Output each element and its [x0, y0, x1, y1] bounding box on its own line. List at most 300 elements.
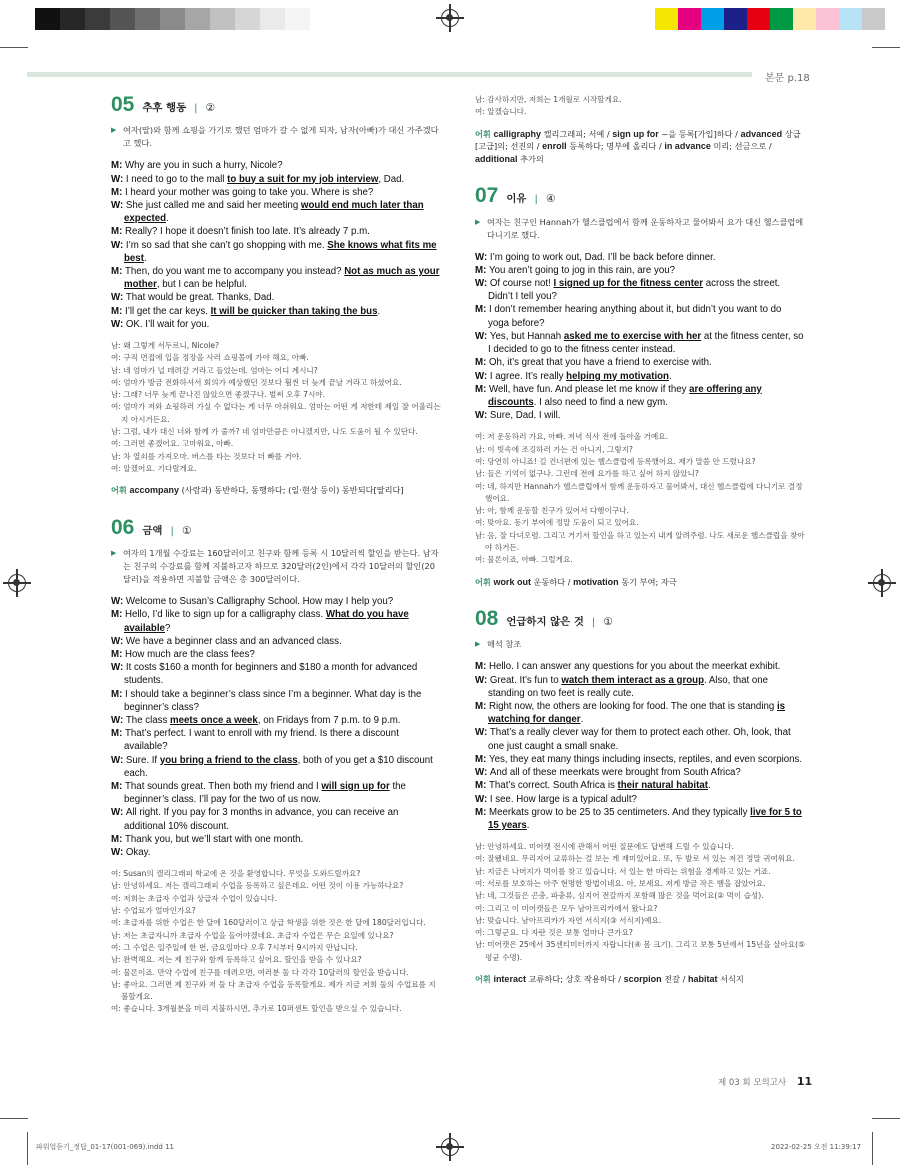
translation-line: 여: 알겠습니다.	[475, 107, 527, 117]
vocab-meaning: 추가의	[517, 153, 544, 164]
speaker-label: W:	[475, 727, 490, 739]
translation-line: 남: 왜 그렇게 서두르니, Nicole?	[111, 340, 220, 350]
vocab-word: calligraphy	[493, 128, 541, 139]
vocab-meaning: 상급[고급]의; 선진의 /	[475, 128, 801, 152]
dialogue-text: I don’t remember hearing anything about it, but didn’t you want to do yoga before?	[488, 304, 782, 329]
dialogue-text: I should take a beginner’s class since I’m a beginner. What day is the beginner’s class?	[124, 688, 422, 713]
speaker-label: M:	[475, 304, 489, 316]
speaker-label: M:	[475, 701, 489, 713]
translation-line: 여: 그 수업은 일주일에 한 번, 금요일마다 오후 7시부터 9시까지 만납니다.	[111, 942, 358, 952]
speaker-label: M:	[111, 728, 125, 740]
translation-line: 남: 맞습니다. 남아프리카가 자연 서식지(③ 서식지)예요.	[475, 915, 662, 925]
dialogue-text: I’ll get the car keys.	[125, 305, 211, 317]
dialogue-text: Well, have fun. And please let me know if they	[489, 383, 690, 395]
dialogue-text: That’s a really clever way for them to protect each other. Oh, look, that one just caught a small snake.	[488, 727, 791, 752]
answer-mark: ①	[603, 616, 613, 629]
heading-separator: |	[534, 194, 538, 206]
dialogue-line	[111, 661, 441, 687]
translation-line: 남: 좋아요. 그러면 제 친구와 저 둘 다 초급자 수업을 등록할게요. 제가 지금 저희 둘의 수업료를 지불할게요.	[111, 979, 436, 1002]
speaker-label: M:	[475, 780, 489, 792]
dialogue-line	[111, 727, 441, 753]
dialogue-line	[111, 305, 441, 318]
vocabulary-label: 어휘	[475, 128, 491, 139]
key-phrase: helping my motivation	[566, 370, 669, 382]
question-type: 추후 행동	[142, 102, 187, 114]
translation-line: 여: 구직 면접에 입을 정장을 사러 쇼핑몰에 가야 해요, 아빠.	[111, 353, 309, 363]
dialogue-text: Oh, it’s great that you have a friend to exercise with.	[489, 357, 712, 369]
key-phrase: I signed up for the fitness center	[553, 278, 704, 290]
dialogue-text: Then, do you want me to accompany you instead?	[125, 265, 345, 277]
vocab-word: motivation	[573, 576, 619, 587]
speaker-label: W:	[111, 292, 126, 304]
dialogue-text: .	[668, 370, 672, 382]
vocab-word: enroll	[542, 141, 567, 152]
translation-line: 여: 그리고 이 미어캣들은 모두 남아프리카에서 왔나요?	[475, 903, 658, 913]
registration-mark-left	[8, 574, 26, 592]
dialogue-text: Right now, the others are looking for food. The one that is standing	[489, 701, 777, 713]
vocab-word: work out	[493, 576, 531, 587]
translation-line: 여: 저 운동하러 가요, 아빠. 저녁 식사 전에 돌아올 거예요.	[475, 432, 668, 442]
english-dialogue	[475, 660, 805, 832]
translation-line: 남: 저는 초급자니까 초급자 수업을 들어야겠네요. 초급자 수업은 무슨 요일에 있나요?	[111, 930, 394, 940]
speaker-label: M:	[475, 357, 489, 369]
translation-line: 남: 네 엄마가 널 데려갈 거라고 들었는데. 엄마는 어디 계시니?	[111, 365, 318, 375]
translation-line: 여: 초급자를 위한 수업은 한 달에 160달러이고 상급 학생을 위한 것은 한 달에 180달러입니다.	[111, 918, 426, 928]
color-swatch	[770, 8, 793, 30]
vocab-word: habitat	[687, 974, 718, 985]
color-swatch	[862, 8, 885, 30]
dialogue-line	[111, 239, 441, 265]
dialogue-text: at the fitness center, so I decided to go to the fitness center instead.	[488, 330, 804, 356]
key-phrase: their natural habitat	[617, 780, 708, 792]
dialogue-text: , Dad.	[378, 173, 405, 185]
dialogue-text: Hello, I’d like to sign up for a calligraphy class.	[125, 609, 326, 621]
key-phrase: asked me to exercise with her	[563, 330, 702, 342]
explanation-note: ▶ 해석 참조	[475, 638, 805, 651]
dialogue-line	[475, 779, 805, 792]
color-calibration-bar	[655, 8, 885, 30]
dialogue-text: Thank you, but we’ll start with one month.	[125, 833, 304, 845]
dialogue-line	[475, 370, 805, 383]
dialogue-text: Meerkats grow to be 25 to 35 centimeters. And they typically	[489, 806, 751, 818]
print-date-info: 2022-02-25 오전 11:39:17	[771, 1143, 862, 1151]
color-swatch	[839, 8, 862, 30]
color-swatch	[724, 8, 747, 30]
key-phrase: will sign up for	[321, 780, 390, 792]
explanation-note: ▶ 여자의 1개월 수강료는 160달러이고 친구와 함께 등록 시 10달러씩 할인을 받는다. 남자는 친구의 수강료를 함께 지불하고자 하므로 320달러(2인)에서 각각 10달러의 할인(20달러)을 적용하면 지불할 금액은 총 300달러이다.	[111, 547, 441, 586]
dialogue-text: That sounds great. Then both my friend and I	[125, 780, 322, 792]
korean-translation	[475, 431, 805, 566]
dialogue-line	[475, 700, 805, 726]
key-phrase: What do you have available	[124, 609, 409, 634]
translation-line: 여: 맞아요. 동기 부여에 정말 도움이 되고 있어요.	[475, 518, 639, 528]
speaker-label: W:	[111, 846, 126, 858]
vocab-word: scorpion	[623, 974, 662, 985]
speaker-label: W:	[111, 239, 126, 251]
dialogue-text: Welcome to Susan’s Calligraphy School. How may I help you?	[125, 596, 394, 608]
speaker-label: M:	[475, 806, 489, 818]
dialogue-line	[475, 674, 805, 700]
color-swatch	[260, 8, 285, 30]
grayscale-calibration-bar	[35, 8, 310, 30]
key-phrase: It will be quicker than taking the bus	[210, 305, 378, 317]
translation-line: 남: 안녕하세요. 미어캣 전시에 관해서 어떤 질문에도 답변해 드릴 수 있습니다.	[475, 842, 734, 852]
vocabulary-label: 어휘	[475, 974, 491, 985]
translation-line: 남: 완벽해요. 저는 제 친구와 함께 등록하고 싶어요. 할인을 받을 수 있나요?	[111, 955, 362, 965]
dialogue-text: .	[580, 714, 584, 726]
speaker-label: M:	[111, 226, 125, 238]
vocab-meaning: 동기 부여; 자극	[618, 576, 677, 587]
color-swatch	[655, 8, 678, 30]
dialogue-text: Sure. If	[125, 754, 160, 766]
crop-mark	[872, 47, 900, 48]
dialogue-text: Really? I hope it doesn’t finish too late. It’s already 7 p.m.	[125, 226, 370, 238]
right-column	[475, 94, 805, 1010]
color-swatch	[793, 8, 816, 30]
question-number: 08	[475, 607, 499, 631]
vocab-word: sign up for	[612, 128, 659, 139]
dialogue-text: Why are you in such a hurry, Nicole?	[125, 160, 283, 172]
speaker-label: M:	[475, 383, 489, 395]
answer-mark: ②	[205, 102, 216, 114]
translation-line: 여: 물론이죠, 아빠. 그럴게요.	[475, 555, 573, 565]
dialogue-line	[111, 833, 441, 846]
section-08	[475, 607, 805, 986]
registration-mark-bottom	[441, 1138, 459, 1156]
question-type: 금액	[142, 524, 163, 537]
speaker-label: W:	[475, 674, 490, 686]
speaker-label: W:	[475, 330, 490, 342]
page-reference: 본문 p.18	[765, 73, 810, 84]
vocab-meaning: 운동하다 /	[530, 576, 574, 587]
key-phrase: watch them interact as a group	[561, 674, 704, 686]
dialogue-line	[111, 714, 441, 727]
english-dialogue	[111, 595, 441, 859]
dialogue-line	[475, 660, 805, 673]
vocabulary-label: 어휘	[111, 485, 127, 496]
key-phrase: are offering any discounts	[488, 383, 762, 408]
dialogue-line	[475, 251, 805, 264]
korean-translation	[475, 841, 805, 964]
crop-mark	[0, 47, 28, 48]
dialogue-text: .	[377, 305, 381, 317]
speaker-label: W:	[111, 662, 126, 674]
dialogue-line	[475, 753, 805, 766]
speaker-label: M:	[111, 648, 125, 660]
answer-mark: ①	[181, 524, 192, 537]
vocabulary-box	[475, 973, 805, 986]
dialogue-line	[475, 409, 805, 422]
dialogue-text: You aren’t going to jog in this rain, are you?	[489, 264, 675, 276]
dialogue-text: , both of you get a $10 discount each.	[124, 754, 433, 779]
dialogue-line	[111, 635, 441, 648]
dialogue-line	[111, 173, 441, 186]
speaker-label: M:	[111, 833, 125, 845]
vocab-meaning: 미리; 선금으로 /	[710, 141, 772, 152]
dialogue-text: Okay.	[125, 846, 151, 858]
dialogue-text: Yes, they eat many things including insects, reptiles, and even scorpions.	[489, 753, 803, 765]
question-number: 05	[111, 93, 135, 116]
translation-line: 여: 물론이죠. 만약 수업에 친구를 데려오면, 여러분 둘 다 각각 10달러의 할인을 받습니다.	[111, 967, 409, 977]
translation-line: 남: 차 열쇠를 가져오마. 버스를 타는 것보다 더 빠를 거야.	[111, 451, 302, 461]
translation-line: 여: 엄마가 방금 전화하셔서 회의가 예상했던 것보다 훨씬 더 늦게 끝날 거라고 하셨어요.	[111, 377, 402, 387]
key-phrase: live for 5 to 15 years	[488, 806, 802, 831]
dialogue-line	[111, 159, 441, 172]
dialogue-text: . Also, that one standing on two feet is really cute.	[488, 674, 769, 699]
vocab-meaning: (사람과) 동반하다, 동행하다; (일·현상 등이) 동반되다[딸리다]	[178, 485, 404, 496]
translation-line: 남: 아, 함께 운동할 친구가 있어서 다행이구나.	[475, 506, 629, 516]
english-dialogue	[111, 159, 441, 331]
speaker-label: M:	[475, 264, 489, 276]
translation-line: 여: 그렇군요. 다 자란 것은 보통 얼마나 큰가요?	[475, 928, 633, 938]
translation-line: 남: 안녕하세요. 저는 캘리그래피 수업을 등록하고 싶은데요. 어떤 것이 이용 가능하나요?	[111, 881, 404, 891]
key-phrase: meets once a week	[170, 714, 258, 726]
dialogue-line	[111, 318, 441, 331]
speaker-label: M:	[111, 186, 125, 198]
translation-line: 남: 수업료가 얼마인가요?	[111, 906, 196, 916]
dialogue-text: She just called me and said her meeting	[125, 199, 301, 211]
page-number: 11	[796, 1075, 813, 1088]
question-type: 언급하지 않은 것	[506, 616, 584, 629]
vocabulary-label: 어휘	[475, 576, 491, 587]
explanation-note: ▶ 여자(딸)와 함께 쇼핑을 가기로 했던 엄마가 갈 수 없게 되자, 남자(아빠)가 대신 가주겠다고 했다.	[111, 124, 441, 150]
dialogue-line	[475, 277, 805, 303]
translation-line: 남: 그럼, 내가 대신 너와 함께 가 줄까? 네 엄마만큼은 아니겠지만, 나도 도움이 될 수 있단다.	[111, 427, 418, 437]
korean-translation	[111, 868, 441, 1016]
dialogue-text: Of course not!	[489, 278, 554, 290]
speaker-label: W:	[475, 278, 490, 290]
vocabulary-box	[475, 128, 805, 166]
translation-line: 여: 그러면 좋겠어요. 고마워요, 아빠.	[111, 439, 234, 449]
color-swatch	[135, 8, 160, 30]
crop-mark	[27, 1132, 28, 1165]
vocabulary-box	[111, 484, 441, 497]
section-07	[475, 184, 805, 588]
section-heading	[475, 184, 805, 208]
dialogue-line	[475, 806, 805, 832]
dialogue-line	[111, 846, 441, 859]
crop-mark	[872, 1118, 900, 1119]
dialogue-line	[111, 186, 441, 199]
dialogue-text: across the street. Didn’t I tell you?	[488, 278, 781, 303]
registration-mark-right	[873, 574, 891, 592]
vocab-meaning: 전갈 /	[661, 974, 688, 985]
dialogue-text: The class	[125, 714, 171, 726]
dialogue-line	[111, 265, 441, 291]
color-swatch	[185, 8, 210, 30]
english-dialogue	[475, 251, 805, 423]
vocab-word: additional	[475, 153, 518, 164]
dialogue-line	[475, 793, 805, 806]
dialogue-line	[111, 648, 441, 661]
vocab-meaning: 등록하다; 명부에 올리다 /	[566, 141, 665, 152]
color-swatch	[285, 8, 310, 30]
translation-line: 여: Susan의 캘리그래피 학교에 온 것을 환영합니다. 무엇을 도와드릴까요?	[111, 869, 361, 879]
heading-separator: |	[170, 525, 174, 537]
dialogue-text: Hello. I can answer any questions for you about the meerkat exhibit.	[489, 661, 781, 673]
vocabulary-text	[475, 129, 801, 164]
registration-mark-top	[441, 9, 459, 27]
section-05	[111, 93, 441, 497]
translation-line: 남: 그래? 너무 늦게 끝나진 않았으면 좋겠구나. 벌써 오후 7시야.	[111, 390, 326, 400]
question-type: 이유	[506, 193, 527, 206]
translation-line: 남: 감사하지만, 저희는 1개월로 시작할게요.	[475, 95, 622, 104]
speaker-label: M:	[111, 609, 125, 621]
key-phrase: She knows what fits me best	[124, 239, 437, 264]
dialogue-text: . I also need to find a new gym.	[533, 396, 668, 408]
dialogue-text: And all of these meerkats were brought from South Africa?	[489, 767, 741, 779]
dialogue-text: .	[707, 780, 711, 792]
answer-mark: ④	[545, 193, 556, 206]
speaker-label: M:	[475, 661, 489, 673]
speaker-label: W:	[111, 596, 126, 608]
translation-line: 여: 엄마가 저와 쇼핑하러 가실 수 없다는 게 너무 아쉬워요. 엄마는 어떤 게 저한테 제일 잘 어울리는지 아시거든요.	[111, 402, 441, 424]
dialogue-line	[475, 264, 805, 277]
dialogue-text: , but I can be helpful.	[156, 279, 247, 291]
speaker-label: W:	[475, 767, 490, 779]
key-phrase: would end much later than expected	[124, 199, 424, 225]
color-swatch	[35, 8, 60, 30]
speaker-label: W:	[475, 410, 490, 422]
key-phrase: Not as much as your mother	[124, 265, 440, 291]
translation-line: 여: 서로를 보호하는 아주 현명한 방법이네요. 아, 보세요. 저게 방금 작은 뱀을 잡았어요.	[475, 879, 766, 888]
dialogue-text: How much are the class fees?	[125, 648, 255, 660]
speaker-label: M:	[475, 753, 489, 765]
translation-line: 여: 잘됐네요. 무리지어 교류하는 걸 보는 게 재미있어요. 또, 두 발로 서 있는 저건 정말 귀여워요.	[475, 854, 795, 864]
speaker-label: W:	[111, 714, 126, 726]
vocab-meaning: 캘리그래피; 서예 /	[540, 128, 613, 139]
dialogue-text: I heard your mother was going to take you. Where is she?	[125, 186, 374, 198]
speaker-label: M:	[111, 688, 125, 700]
vocab-meaning: 교류하다; 상호 작용하다 /	[525, 974, 624, 985]
dialogue-text: That would be great. Thanks, Dad.	[125, 292, 275, 304]
vocab-meaning: ~을 등록[가입]하다 /	[658, 128, 741, 139]
vocab-word: interact	[493, 974, 526, 985]
dialogue-line	[111, 225, 441, 238]
key-phrase: is watching for danger	[488, 701, 786, 726]
vocab-word: advanced	[740, 128, 783, 139]
print-file-info: 파워업듣기_정답_01-17(001-069).indd 11	[36, 1143, 175, 1151]
vocab-word: accompany	[129, 485, 179, 496]
vocabulary-text	[129, 485, 403, 495]
left-column	[111, 93, 441, 1025]
dialogue-text: .	[143, 252, 147, 264]
dialogue-text: We have a beginner class and an advanced class.	[125, 635, 342, 647]
korean-translation-continued	[475, 94, 805, 119]
dialogue-text: All right. If you pay for 3 months in advance, you can receive an additional 10% discount.	[124, 807, 399, 832]
translation-line: 여: 저희는 초급자 수업과 상급자 수업이 있습니다.	[111, 893, 278, 903]
speaker-label: W:	[111, 754, 126, 766]
translation-line: 남: 네, 그것들은 곤충, 파충류, 심지어 전갈까지 포함해 많은 것을 먹어요(② 먹이 습성).	[475, 891, 764, 901]
dialogue-line	[475, 766, 805, 779]
speaker-label: W:	[475, 251, 490, 263]
vocabulary-text	[493, 974, 743, 984]
color-swatch	[210, 8, 235, 30]
page-footer	[718, 1075, 812, 1088]
vocab-word: in advance	[664, 141, 711, 152]
question-number: 07	[475, 184, 499, 208]
korean-translation	[111, 340, 441, 475]
speaker-label: W:	[111, 635, 126, 647]
translation-line: 남: 이 빗속에 조깅하러 가는 건 아니지, 그렇지?	[475, 444, 633, 454]
translation-line: 여: 네, 하지만 Hannah가 헬스클럽에서 함께 운동하자고 물어봐서, 대신 헬스클럽에 다니기로 결정했어요.	[475, 481, 803, 503]
footer-label: 제 03 회 모의고사	[718, 1078, 787, 1088]
dialogue-text: I’m so sad that she can’t go shopping with me.	[125, 239, 328, 251]
dialogue-text: I’m going to work out, Dad. I’ll be back before dinner.	[489, 251, 716, 263]
color-swatch	[160, 8, 185, 30]
dialogue-line	[475, 726, 805, 752]
speaker-label: M:	[111, 265, 125, 277]
translation-line: 남: 들은 기억이 없구나. 그런데 전에 요가를 하고 싶어 하지 않았니?	[475, 469, 699, 479]
section-heading	[111, 93, 441, 116]
speaker-label: M:	[111, 780, 125, 792]
key-phrase: to buy a suit for my job interview	[227, 173, 379, 185]
color-swatch	[747, 8, 770, 30]
translation-line: 여: 알겠어요. 기다릴게요.	[111, 463, 197, 473]
section-heading	[475, 607, 805, 631]
dialogue-line	[111, 608, 441, 634]
dialogue-text: I need to go to the mall	[125, 173, 228, 185]
color-swatch	[816, 8, 839, 30]
color-swatch	[235, 8, 260, 30]
dialogue-text: Yes, but Hannah	[489, 330, 564, 342]
dialogue-line	[111, 780, 441, 806]
dialogue-line	[475, 330, 805, 356]
dialogue-text: ?	[164, 622, 171, 634]
color-swatch	[110, 8, 135, 30]
dialogue-line	[111, 595, 441, 608]
color-swatch	[60, 8, 85, 30]
dialogue-line	[475, 383, 805, 409]
color-swatch	[678, 8, 701, 30]
dialogue-text: I see. How large is a typical adult?	[489, 793, 637, 805]
dialogue-text: Sure, Dad. I will.	[489, 410, 561, 422]
key-phrase: you bring a friend to the class	[159, 754, 298, 766]
translation-line: 남: 지금은 나머지가 먹이를 찾고 있습니다. 서 있는 한 마리는 위험을 경계하고 있는 거죠.	[475, 866, 771, 876]
dialogue-line	[111, 806, 441, 832]
header-rule	[27, 72, 752, 77]
dialogue-text: I agree. It’s really	[489, 370, 567, 382]
color-swatch	[85, 8, 110, 30]
explanation-note: ▶ 여자는 친구인 Hannah가 헬스클럽에서 함께 운동하자고 물어봐서 요가 대신 헬스클럽에 다니기로 했다.	[475, 216, 805, 242]
vocabulary-text	[493, 577, 676, 587]
crop-mark	[872, 1132, 873, 1165]
dialogue-text: .	[526, 819, 530, 831]
dialogue-text: That’s perfect. I want to enroll with my friend. Is there a discount available?	[124, 728, 399, 753]
heading-separator: |	[194, 103, 198, 114]
dialogue-line	[111, 199, 441, 225]
speaker-label: M:	[111, 160, 125, 172]
speaker-label: W:	[111, 318, 126, 330]
translation-line: 여: 당연히 아니죠! 길 건너편에 있는 헬스클럽에 등록했어요. 제가 말씀 안 드렸나요?	[475, 456, 756, 466]
section-heading	[111, 515, 441, 539]
translation-line: 남: 음, 잘 다녀오렴. 그리고 거기서 할인을 하고 있는지 내게 알려주렴. 나도 새로운 헬스클럽을 찾아야 하거든.	[475, 530, 805, 552]
translation-line: 여: 좋습니다. 3개월분을 미리 지불하시면, 추가로 10퍼센트 할인을 받으실 수 있습니다.	[111, 1004, 402, 1014]
speaker-label: W:	[111, 807, 126, 819]
question-number: 06	[111, 515, 135, 539]
crop-mark	[0, 1118, 28, 1119]
dialogue-line	[111, 754, 441, 780]
dialogue-line	[111, 688, 441, 714]
dialogue-text: .	[166, 213, 169, 225]
dialogue-text: OK. I’ll wait for you.	[125, 318, 210, 330]
speaker-label: W:	[111, 173, 126, 185]
vocabulary-box	[475, 576, 805, 589]
dialogue-text: , on Fridays from 7 p.m. to 9 p.m.	[257, 714, 401, 726]
speaker-label: W:	[111, 199, 126, 211]
dialogue-line	[111, 291, 441, 304]
dialogue-text: the beginner’s class. I’ll pay for the two of us now.	[124, 780, 406, 806]
